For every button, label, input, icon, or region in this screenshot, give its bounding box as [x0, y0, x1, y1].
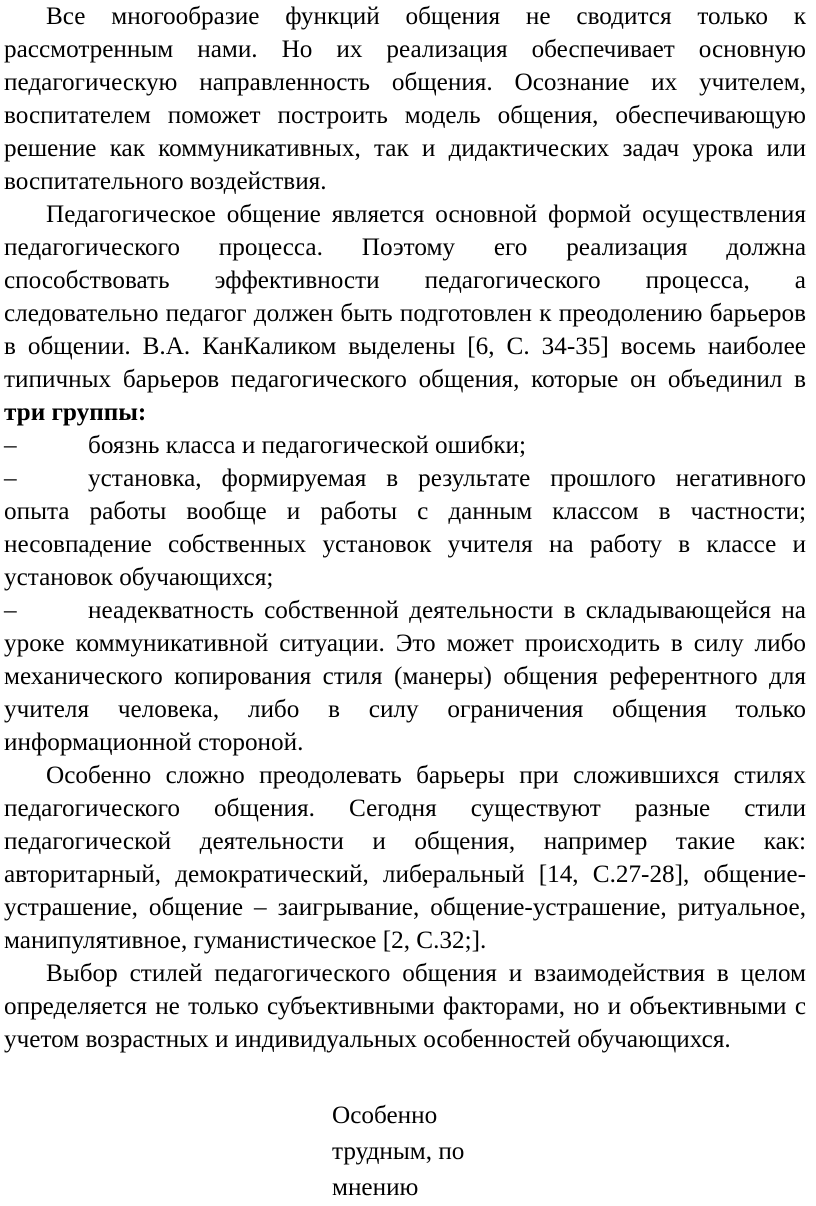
- paragraph-barriers: [4, 198, 806, 429]
- fragment-line: мнению: [332, 1174, 419, 1201]
- paragraph-styles: Особенно сложно преодолевать барьеры при сложившихся стилях педагогического общения. Сегодня существуют разные стили педагогической деятельности и общения, например такие как: авторитарный, демократический, либеральный [14, С.27-28], общение-устрашение, общение – заигрывание, общение-устрашение, ритуальное, манипулятивное, гуманистическое [2, С.32;].: [4, 762, 806, 954]
- three-groups-label: три группы:: [4, 399, 147, 426]
- fragment-line: Особенно: [332, 1102, 438, 1129]
- paragraph-choice: Выбор стилей педагогического общения и взаимодействия в целом определяется не только субъективными факторами, но и объективными с учетом возрастных и индивидуальных особенностей обучающихся.: [4, 960, 806, 1053]
- continuation-fragment: [332, 1098, 512, 1206]
- list-dash: –: [4, 432, 17, 459]
- list-item-text: боязнь класса и педагогической ошибки;: [88, 432, 527, 459]
- list-item-inadequacy: [4, 594, 806, 759]
- paragraph-barriers-text: Педагогическое общение является основной формой осуществления педагогического процесса. Поэтому его реализация должна способствовать эффективности педагогического процесса, а следовательно педагог должен быть подготовлен к преодолению барьеров в общении. В.А. КанКаликом выделены [6, С. 34-35] восемь наиболее типичных барьеров педагогического общения, которые он объединил в: [4, 201, 806, 393]
- document-body: [4, 0, 806, 1056]
- list-item-text: неадекватность собственной деятельности в складывающейся на уроке коммуникативной ситуации. Это может происходить в силу либо механического копирования стиля (манеры) общения референтного для учителя человека, либо в силу ограничения общения только информационной стороной.: [4, 597, 806, 756]
- paragraph-functions: Все многообразие функций общения не сводится только к рассмотренным нами. Но их реализация обеспечивает основную педагогическую направленность общения. Осознание их учителем, воспитателем поможет построить модель общения, обеспечивающую решение как коммуникативных, так и дидактических задач урока или воспитательного воздействия.: [4, 3, 806, 195]
- list-item-attitude: [4, 462, 806, 594]
- list-dash: –: [4, 465, 17, 492]
- list-item-text: установка, формируемая в результате прошлого негативного опыта работы вообще и работы с данным классом в частности; несовпадение собственных установок учителя на работу в классе и установок обучающихся;: [4, 465, 806, 591]
- list-item-fear: [4, 429, 806, 462]
- fragment-line: трудным, по: [332, 1138, 465, 1165]
- list-dash: –: [4, 597, 17, 624]
